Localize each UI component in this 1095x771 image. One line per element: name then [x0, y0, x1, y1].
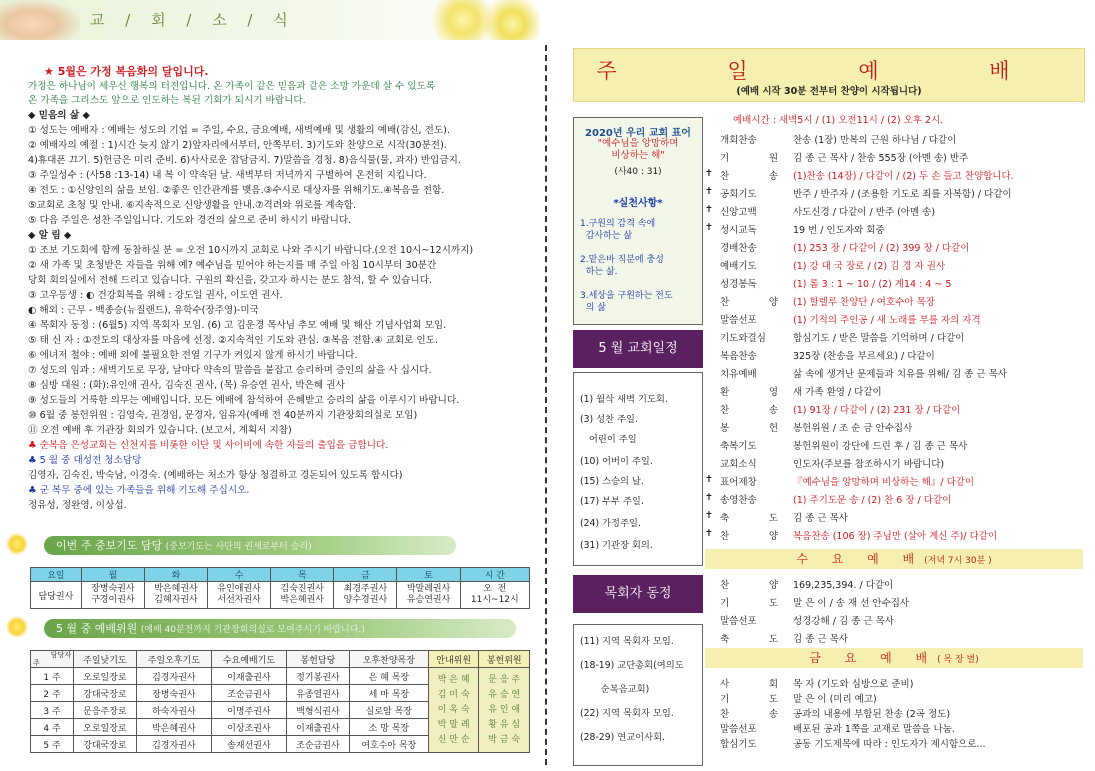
order-label: 표어제창	[720, 477, 757, 488]
table-cell: 송재선권사	[211, 736, 286, 753]
practice-item: 3.세상을 구원하는 전도 의 삶	[580, 291, 673, 313]
order-label: 축 도	[720, 634, 778, 645]
table-row	[31, 668, 530, 685]
order-value: 사도신경 / 다같이 / 반주 (아멘 송)	[793, 207, 936, 218]
worship-header-sub: (예배 40분전까지 기관장회의실로 모여주시기 바랍니다.)	[140, 625, 365, 635]
order-row	[705, 593, 1095, 611]
order-label: 봉 헌	[720, 423, 778, 434]
friday-sub: ( 목 장 별)	[937, 655, 979, 665]
duty-header: 시 간	[460, 568, 529, 582]
order-row	[705, 310, 1095, 328]
worship-committee-table	[30, 650, 530, 753]
order-row	[705, 454, 1095, 472]
order-value: 합심기도 / 받은 말씀을 기억하며 / 다같이	[793, 333, 965, 344]
order-label: 공회기도	[720, 189, 757, 200]
table-cell: 강대국장로	[74, 685, 137, 702]
calendar-item: (1) 월삭 새벽 기도회.	[580, 394, 668, 405]
order-label: 찬 양	[720, 531, 778, 542]
order-row	[705, 436, 1095, 454]
order-value: (1) 91장 / 다같이 / (2) 231 장 / 다같이	[793, 405, 961, 416]
worship-header: 오후찬양목장	[349, 651, 428, 668]
table-cell: 2 주	[31, 685, 74, 702]
notice-title: ◆ 알 림 ◆	[28, 230, 72, 241]
table-cell: 박은혜권사	[136, 719, 211, 736]
duty-cell: 박말례권사 유승연권사	[397, 582, 460, 609]
faith-item: ⑤교회로 초청 및 안내. ⑥지속적으로 신앙생활을 안내.⑦격려와 위로를 계속함.	[28, 200, 357, 211]
faith-title: ◆ 믿음의 삶 ◆	[28, 110, 90, 121]
order-row	[705, 238, 1095, 256]
order-value: 김 종 근 목사	[793, 634, 848, 645]
order-value: 봉헌위원이 강단에 드린 후 / 김 종 근 목사	[793, 441, 968, 452]
faith-item: ⑤ 다음 주일은 성찬 주일입니다. 기도와 경건의 삶으로 준비 하시기 바랍니다.	[28, 215, 352, 226]
calendar-box	[573, 372, 703, 566]
order-row	[705, 575, 1095, 593]
faith-item: ③ 주일성수 : (사58 :13-14) 내 복 이 약속된 날. 새벽부터 저녁까지 구별하여 온전히 지킵니다.	[28, 170, 427, 181]
guides-cell: 박 은 혜 김 미 숙 이 옥 숙 박 말 례 신 만 순	[428, 668, 479, 753]
notice-item: ⑨ 성도들의 거룩한 의무는 예배입니다. 모든 예배에 참석하여 은혜받고 승리의 삶을 이루시기 바랍니다.	[28, 395, 460, 406]
order-label: 환 영	[720, 387, 778, 398]
duty-cell: 최경주권사 양수경권사	[334, 582, 397, 609]
year-theme-verse: "예수님을 앙망하며 비상하는 해"	[597, 138, 679, 161]
notice-item: 당회 회의실에서 전해 드리고 있습니다. 구원의 확신을, 갖고자 하시는 분도 참석, 할 수 있습니다.	[28, 275, 433, 286]
order-label: 복음찬송	[720, 351, 757, 362]
order-label: 예배기도	[720, 261, 757, 272]
order-row	[705, 292, 1095, 310]
order-row	[705, 148, 1095, 166]
order-value: 새 가족 환영 / 다같이	[793, 387, 882, 398]
order-value: (1) 롬 3 : 1 ~ 10 / (2) 계14 : 4 ~ 5	[793, 279, 952, 290]
table-cell: 정기봉권사	[286, 668, 349, 685]
order-row	[705, 256, 1095, 274]
worship-header: 주일오후기도	[136, 651, 211, 668]
order-row	[705, 490, 1095, 508]
cross-icon: ✝	[705, 168, 713, 179]
sunday-worship-banner	[573, 48, 1085, 102]
order-value: 공동 기도제목에 따라 : 인도자가 제시함으로...	[793, 739, 986, 750]
table-cell: 은 혜 목장	[349, 668, 428, 685]
notice-item: ♣ 군 복무 중에 있는 가족들을 위해 기도해 주십시오.	[28, 485, 250, 496]
order-row	[705, 328, 1095, 346]
table-cell: 김경자권사	[136, 668, 211, 685]
order-label: 성시교독	[720, 225, 757, 236]
table-cell: 김경자권사	[136, 736, 211, 753]
practice-item: 2.맡은바 직분에 충성 하는 삶.	[580, 255, 664, 277]
pastor-item: (18-19) 교단총회(여의도	[580, 660, 684, 671]
order-value: 공과의 내용에 부합된 찬송 (2곡 정도)	[793, 709, 951, 720]
intro-line: 온 가족을 그리스도 앞으로 인도하는 복된 기회가 되시기 바랍니다.	[28, 95, 306, 106]
calendar-item: (24) 가정주일.	[580, 518, 641, 529]
table-cell: 3 주	[31, 702, 74, 719]
pastor-item: (22) 지역 목회자 모임.	[580, 708, 674, 719]
order-value: 목 자 (기도와 심방으로 준비)	[793, 679, 914, 690]
duty-cell: 유인애권사 서선자권사	[208, 582, 271, 609]
order-value: 성경강해 / 김 종 근 목사	[793, 616, 894, 627]
duty-cell: 박은혜권사 김혜자권사	[144, 582, 207, 609]
order-label: 말씀선포	[720, 724, 757, 735]
table-cell: 여호수아 목장	[349, 736, 428, 753]
order-value: 복음찬송 (106 장) 주님만 (살아 계신 주)/ 다같이	[793, 531, 998, 542]
table-cell: 강대국장로	[74, 736, 137, 753]
calendar-item: (3) 성찬 주일.	[580, 414, 638, 425]
table-cell: 소 망 목장	[349, 719, 428, 736]
notice-item: ③ 고우등생 : ◐ 건강회복을 위해 : 강도일 권사, 이도연 권사.	[28, 290, 283, 301]
duty-header: 수	[208, 568, 271, 582]
cross-icon: ✝	[705, 510, 713, 521]
order-label: 송영찬송	[720, 495, 757, 506]
prayer-section-header	[44, 536, 456, 555]
page-divider	[545, 45, 547, 765]
notice-item: 김영자, 김숙진, 박숙남, 이경숙. (예배하는 처소가 항상 청결하고 경돈되어 있도록 합시다)	[28, 470, 403, 481]
order-value: 반주 / 반주자 / (조용한 기도로 죄를 자복함) / 다같이	[793, 189, 1012, 200]
order-label: 찬 송	[720, 405, 778, 416]
order-value: 삶 속에 생겨난 문제들과 치유를 위해/ 김 종 근 목사	[793, 369, 1007, 380]
sunday-worship-subtitle: (예배 시작 30분 전부터 찬양이 시작됩니다)	[736, 86, 922, 97]
notice-item: ⑧ 심방 대원 : (화):유인애 권사, 김숙진 권사, (목) 유승연 권사, 박은혜 권사	[28, 380, 345, 391]
table-cell: 실로암 목장	[349, 702, 428, 719]
table-cell: 하숙자권사	[136, 702, 211, 719]
order-label: 찬 양	[720, 580, 778, 591]
table-cell: 5 주	[31, 736, 74, 753]
order-value: (1) 기적의 주인공 / 새 노래를 부를 자의 자격	[793, 315, 981, 326]
calendar-item: (15) 스승의 날.	[580, 476, 644, 487]
order-label: 기 도	[720, 598, 778, 609]
order-value: 19 번 / 인도자와 회중	[793, 225, 885, 236]
page-title: 교 / 회 / 소 / 식	[90, 11, 296, 29]
table-cell: 유종열권사	[286, 685, 349, 702]
cross-icon: ✝	[705, 528, 713, 539]
order-label: 기도와결심	[720, 333, 766, 344]
order-label: 축 도	[720, 513, 778, 524]
duty-header: 금	[334, 568, 397, 582]
order-row	[705, 418, 1095, 436]
order-row	[705, 611, 1095, 629]
header-banner	[0, 0, 540, 40]
table-cell: 4 주	[31, 719, 74, 736]
table-cell: 문응주장로	[74, 702, 137, 719]
duty-header: 월	[81, 568, 144, 582]
pastor-item: (28-29) 연교이사회.	[580, 732, 666, 743]
wednesday-sub: (저녁 7시 30분 )	[924, 556, 992, 566]
pastor-news-box	[573, 624, 703, 766]
table-cell: 조순금권사	[286, 736, 349, 753]
calendar-item: (31) 기관장 회의.	[580, 540, 653, 551]
cross-icon: ✝	[705, 474, 713, 485]
faith-item: ④ 전도 : ①신앙인의 삶을 보임. ②좋은 인간관계를 맺음.③수시로 대상자를 위해기도.④복음을 전함.	[28, 185, 445, 196]
order-value: (1) 주기도문 송 / (2) 찬 6 장 / 다같이	[793, 495, 952, 506]
notice-item: ⑥ 에녀저 철야 : 예배 외에 불필요한 전열 기구가 켜있지 않게 하시기 바랍니다.	[28, 350, 358, 361]
notice-item: ① 조보 기도회에 함께 동참하실 분 = 오전 10시까지 교회로 나와 주시기 바랍니다.(오전 10시~12시까지)	[28, 245, 474, 256]
order-label: 신앙고백	[720, 207, 757, 218]
table-cell: 이명주권사	[211, 702, 286, 719]
order-value: 봉헌위원 / 조 순 금 안수집사	[793, 423, 913, 434]
order-label: 개회찬송	[720, 135, 757, 146]
worship-header: 수요예배기도	[211, 651, 286, 668]
corner-bottom: 주	[33, 659, 40, 667]
table-cell: 백형식권사	[286, 702, 349, 719]
table-cell: 오로일장로	[74, 719, 137, 736]
friday-worship-header	[705, 648, 1083, 668]
order-row	[705, 184, 1095, 202]
order-row	[705, 364, 1095, 382]
notice-item: ⑪ 오전 예배 후 기관장 회의가 있습니다. (보고서, 계획서 지참)	[28, 425, 292, 436]
intro-line: 가정은 하나님이 세우신 행복의 터전입니다. 온 가족이 같은 믿음과 같은 소망 가운데 살 수 있도록	[28, 81, 436, 92]
order-label: 찬 송	[720, 709, 778, 720]
calendar-item: (10) 어버이 주일.	[580, 456, 653, 467]
order-row	[705, 526, 1095, 544]
duty-cell: 담당권사	[31, 582, 82, 609]
order-value: 김 종 근 목사 / 찬송 555장 (아멘 송) 반주	[793, 153, 969, 164]
cross-icon: ✝	[705, 186, 713, 197]
order-row	[705, 130, 1095, 148]
prayer-header-sub: (중보기도는 사단의 권세로부터 승리)	[165, 542, 312, 552]
calendar-item: 어린이 주일	[580, 434, 637, 445]
prayer-duty-table	[30, 567, 530, 609]
duty-header: 요일	[31, 568, 82, 582]
cross-icon: ✝	[705, 492, 713, 503]
practice-title: *실천사항*	[613, 198, 663, 209]
pastor-item: 순복음교회)	[580, 684, 650, 695]
praying-hands-image	[0, 0, 80, 40]
order-label: 찬 양	[720, 297, 778, 308]
order-value: (1)찬송 (14장) / 다같이 / (2) 두 손 들고 찬양합니다.	[793, 171, 1014, 182]
order-value: 325장 (찬송을 부르세요) / 다같이	[793, 351, 935, 362]
worship-header-num: 5	[56, 622, 63, 635]
corner-cell	[31, 651, 74, 668]
order-row	[705, 220, 1095, 238]
wednesday-worship-header	[705, 549, 1083, 569]
order-row	[705, 508, 1095, 526]
order-row	[705, 734, 1095, 752]
order-label: 기 도	[720, 694, 778, 705]
flower-icon	[6, 533, 28, 555]
notice-item: ⑤ 태 신 자 : ①전도의 대상자를 마음에 선정. ②지속적인 기도와 관심. ③복음 전함.④ 교회로 인도.	[28, 335, 439, 346]
order-label: 경배찬송	[720, 243, 757, 254]
order-row	[705, 346, 1095, 364]
order-value: 찬송 (1장) 만복의 근원 하나님 / 다같이	[793, 135, 957, 146]
order-value: 배포된 공과 1쪽을 교재로 말씀을 나눔.	[793, 724, 955, 735]
notice-item: ♣ 순복음 은성교회는 신천지를 비롯한 이단 및 사이비에 속한 자들의 출입을 금합니다.	[28, 440, 389, 451]
cross-icon: ✝	[705, 222, 713, 233]
worship-header: 봉헌담당	[286, 651, 349, 668]
order-label: 말씀선포	[720, 616, 757, 627]
notice-item: ⑩ 6월 중 봉헌위원 : 김영숙, 권경임, 문경자, 임유자(예배 전 40분까지 기관장회의실로 모임)	[28, 410, 418, 421]
duty-header: 목	[271, 568, 334, 582]
order-value: 『예수님을 앙망하며 비상하는 해』/ 다같이	[793, 477, 975, 488]
calendar-header: 5 월 교회일정	[573, 330, 703, 368]
notice-item: ④ 목회자 동정 : (6월5) 지역 목회자 모임. (6) 고 김운경 목사님 추모 예배 및 해산 기념사업회 모임.	[28, 320, 447, 331]
order-label: 축복기도	[720, 441, 757, 452]
year-theme-title: 2020년 우리 교회 표어	[585, 128, 691, 139]
order-label: 기 원	[720, 153, 778, 164]
worship-section-header	[44, 619, 516, 638]
notice-item: ◐ 해외 : 근무 - 백종승(뉴질랜드), 유학수(장주영)-미국	[28, 305, 259, 316]
worship-header: 주일낮기도	[74, 651, 137, 668]
table-cell: 오로일장로	[74, 668, 137, 685]
order-label: 찬 송	[720, 171, 778, 182]
cross-icon: ✝	[705, 204, 713, 215]
notice-item: ⑦ 성도의 임과 : 새벽기도로 무장, 날마다 약속의 말씀을 붙잡고 승리하며 증인의 삶을 사 십시다.	[28, 365, 432, 376]
faith-item: ① 성도는 예배자 : 예배는 성도의 기업 = 주일, 수요, 금요예배, 새벽예배 및 생활의 예배(감신, 전도).	[28, 125, 450, 136]
practice-item: 1.구원의 감격 속에 감사하는 삶	[580, 219, 656, 241]
order-value: 맡 은 이 (미리 예고)	[793, 694, 877, 705]
faith-item: ② 예배자의 예절 : 1)시간 늦지 않기 2)앞자리에서부터, 안쪽부터. 3)기도와 찬양으로 시작(30분전).	[28, 140, 447, 151]
table-cell: 이재출권사	[286, 719, 349, 736]
worship-times: 예배시간 : 새벽5시 / (1) 오전11시 / (2) 오후 2시.	[733, 115, 944, 126]
wednesday-title: 수 요 예 배	[796, 552, 925, 566]
table-cell: 세 마 목장	[349, 685, 428, 702]
worship-header: 안내위원	[428, 651, 479, 668]
table-cell: 이재출권사	[211, 668, 286, 685]
worship-header: 봉헌위원	[479, 651, 530, 668]
notice-item: ♣ 5 월 중 대성전 청소담당	[28, 455, 142, 466]
notice-item: 정유성, 정완영, 이상섭.	[28, 500, 127, 511]
order-value: 인도자(주보를 참조하시기 바랍니다)	[793, 459, 945, 470]
order-label: 말씀선포	[720, 315, 757, 326]
order-label: 합심기도	[720, 739, 757, 750]
table-cell: 장병숙권사	[136, 685, 211, 702]
notice-item: ② 새 가족 및 초청받은 자들을 위해 예? 예수님을 믿어야 하는지를 매 주일 아침 10시부터 30분간	[28, 260, 437, 271]
order-row	[705, 202, 1095, 220]
order-row	[705, 400, 1095, 418]
order-value: (1) 할렐루 찬양단 / 여호수아 목장	[793, 297, 935, 308]
flower-icon	[6, 616, 28, 638]
pastor-item: (11) 지역 목회자 모임.	[580, 636, 674, 647]
duty-cell: 장병숙권사 구경이권사	[81, 582, 144, 609]
friday-title: 금 요 예 배	[809, 651, 938, 665]
order-label: 치유예배	[720, 369, 757, 380]
order-row	[705, 472, 1095, 490]
order-row	[705, 382, 1095, 400]
calendar-item: (17) 부부 주일.	[580, 496, 644, 507]
order-row	[705, 629, 1095, 647]
duty-cell: 오 전 11시~12시	[460, 582, 529, 609]
duty-header: 화	[144, 568, 207, 582]
order-value: (1) 253 장 / 다같이 / (2) 399 장 / 다같이	[793, 243, 970, 254]
duty-cell: 김숙진권사 박은혜권사	[271, 582, 334, 609]
duty-header: 토	[397, 568, 460, 582]
pastor-news-header: 목회자 동정	[573, 575, 703, 613]
table-cell: 이상조권사	[211, 719, 286, 736]
prayer-header-text: 이번 주 중보기도 담당	[56, 539, 163, 552]
worship-header-text: 월 중 예배위원	[66, 622, 138, 635]
faith-item: 4)휴대폰 끄기. 5)헌금은 미리 준비. 6)사사로운 잡담금지. 7)말씀을 경청. 8)음식물(물, 과자) 반입금지.	[28, 155, 461, 166]
order-label: 성경봉독	[720, 279, 757, 290]
order-row	[705, 274, 1095, 292]
order-value: 말 은 이 / 송 재 선 안수집사	[793, 598, 910, 609]
order-value: 169,235,394. / 다같이	[793, 580, 894, 591]
year-theme-box	[573, 117, 703, 325]
order-label: 교회소식	[720, 459, 757, 470]
order-value: 김 종 근 목사	[793, 513, 848, 524]
verse-reference: (사40 : 31)	[614, 167, 662, 177]
order-value: (1) 강 대 국 장로 / (2) 김 경 자 권사	[793, 261, 946, 272]
offering-cell: 문 응 주 유 승 연 유 인 애 황 유 심 박 금 숙	[479, 668, 530, 753]
table-cell: 1 주	[31, 668, 74, 685]
table-cell: 조순금권사	[211, 685, 286, 702]
order-row	[705, 166, 1095, 184]
corner-top: 담당자	[50, 651, 71, 659]
flowers-decoration	[430, 0, 540, 40]
headline: ★ 5월은 가정 복음화의 달입니다.	[44, 65, 209, 78]
order-label: 사 회	[720, 679, 778, 690]
sunday-worship-title: 주 일 예 배	[596, 59, 1062, 83]
